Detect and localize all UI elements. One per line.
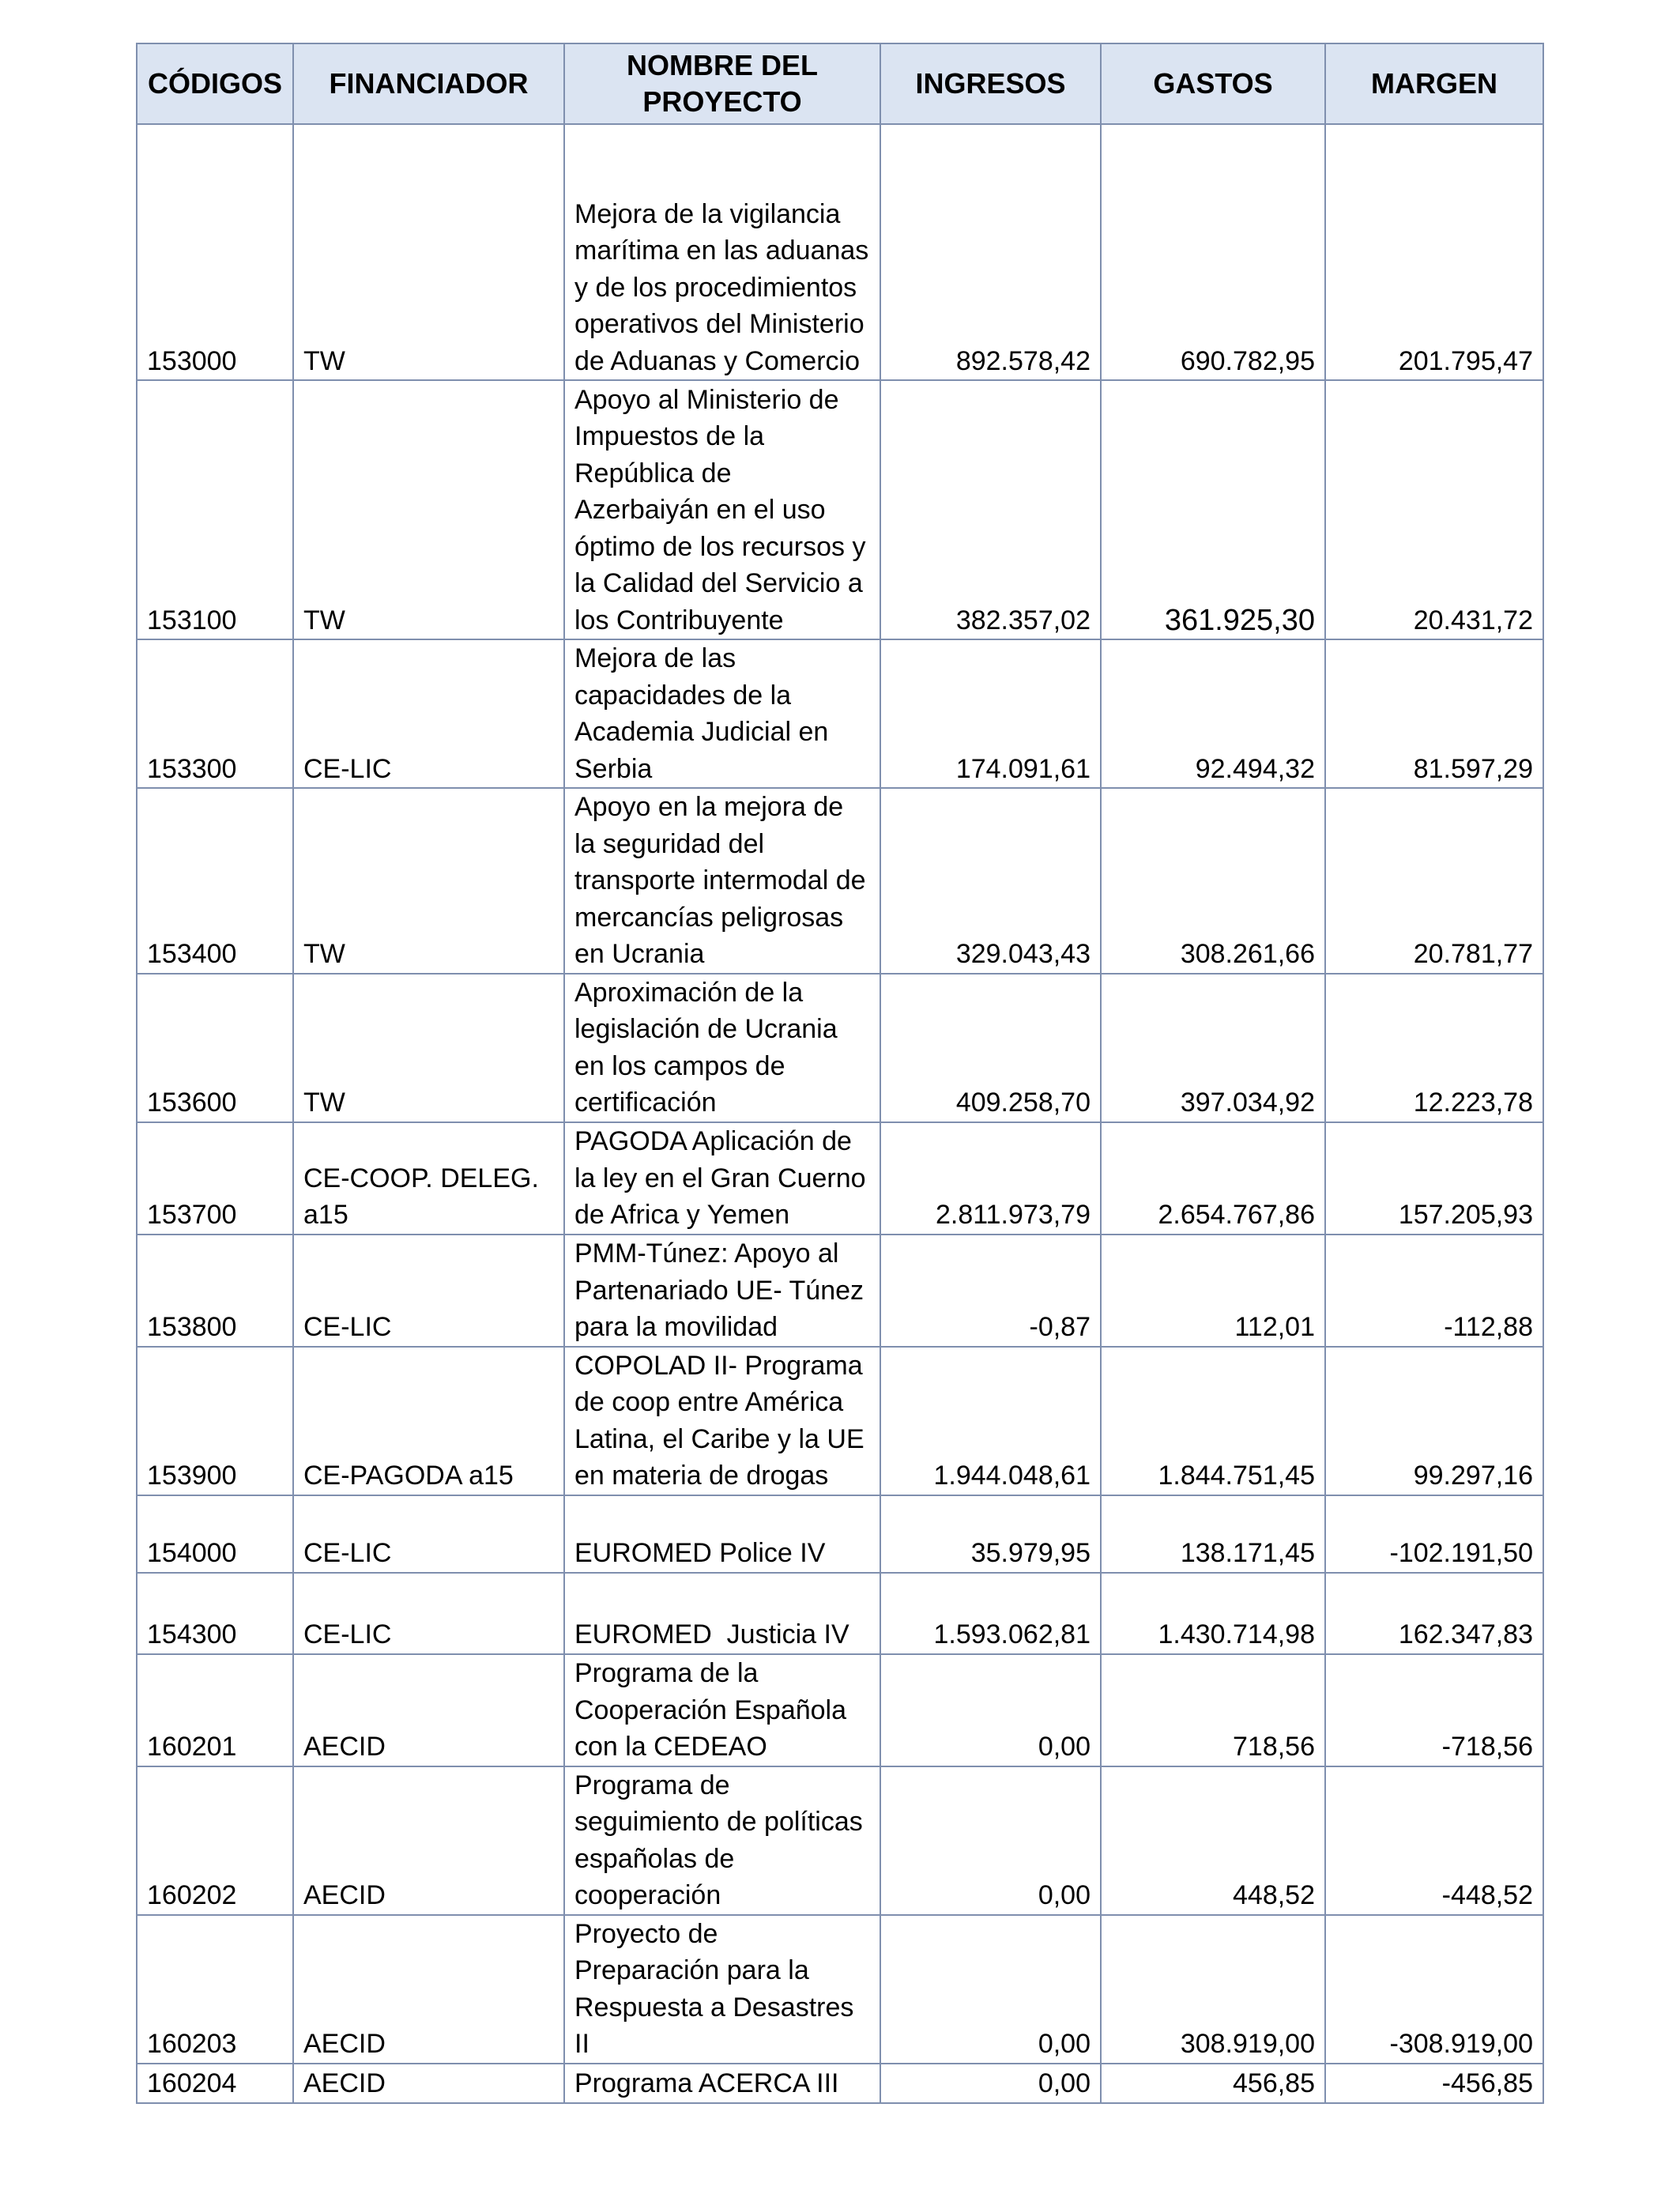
cell-nombre: Apoyo en la mejora de la seguridad del transporte intermodal de mercancías peligrosas en Ucrania	[564, 788, 880, 974]
cell-ingresos: 0,00	[880, 1915, 1101, 2064]
cell-margen: 20.431,72	[1325, 380, 1543, 639]
cell-margen: -456,85	[1325, 2064, 1543, 2103]
cell-ingresos: 382.357,02	[880, 380, 1101, 639]
cell-codigo: 153400	[137, 788, 293, 974]
cell-ingresos: 0,00	[880, 1654, 1101, 1766]
cell-gastos: 456,85	[1101, 2064, 1325, 2103]
cell-financiador: AECID	[293, 1654, 564, 1766]
cell-nombre: COPOLAD II- Programa de coop entre América Latina, el Caribe y la UE en materia de drogas	[564, 1347, 880, 1495]
cell-ingresos: 0,00	[880, 2064, 1101, 2103]
cell-financiador: AECID	[293, 2064, 564, 2103]
cell-financiador: CE-LIC	[293, 1573, 564, 1654]
cell-financiador: CE-LIC	[293, 1235, 564, 1347]
table-row	[137, 1347, 1543, 1495]
cell-gastos: 308.919,00	[1101, 1915, 1325, 2064]
cell-margen: 162.347,83	[1325, 1573, 1543, 1654]
cell-nombre: EUROMED Justicia IV	[564, 1573, 880, 1654]
cell-margen: 12.223,78	[1325, 974, 1543, 1122]
cell-financiador: AECID	[293, 1915, 564, 2064]
cell-ingresos: -0,87	[880, 1235, 1101, 1347]
header-codigos: CÓDIGOS	[137, 43, 293, 124]
cell-codigo: 153900	[137, 1347, 293, 1495]
cell-margen: 157.205,93	[1325, 1122, 1543, 1235]
cell-margen: 81.597,29	[1325, 639, 1543, 788]
table-row	[137, 1573, 1543, 1654]
table-row	[137, 1235, 1543, 1347]
cell-gastos: 92.494,32	[1101, 639, 1325, 788]
cell-codigo: 154000	[137, 1495, 293, 1573]
table-row	[137, 1122, 1543, 1235]
cell-gastos: 397.034,92	[1101, 974, 1325, 1122]
cell-nombre: Programa de seguimiento de políticas españolas de cooperación	[564, 1766, 880, 1915]
cell-financiador: CE-LIC	[293, 1495, 564, 1573]
table-row	[137, 1495, 1543, 1573]
cell-financiador: TW	[293, 124, 564, 380]
cell-financiador: TW	[293, 788, 564, 974]
table-row	[137, 380, 1543, 639]
table-row	[137, 1766, 1543, 1915]
cell-gastos: 448,52	[1101, 1766, 1325, 1915]
cell-ingresos: 892.578,42	[880, 124, 1101, 380]
cell-gastos: 718,56	[1101, 1654, 1325, 1766]
table-row	[137, 974, 1543, 1122]
cell-margen: -448,52	[1325, 1766, 1543, 1915]
cell-ingresos: 1.593.062,81	[880, 1573, 1101, 1654]
cell-margen: -308.919,00	[1325, 1915, 1543, 2064]
table-row	[137, 788, 1543, 974]
cell-ingresos: 2.811.973,79	[880, 1122, 1101, 1235]
cell-margen: 99.297,16	[1325, 1347, 1543, 1495]
table-row	[137, 639, 1543, 788]
cell-codigo: 153600	[137, 974, 293, 1122]
cell-ingresos: 174.091,61	[880, 639, 1101, 788]
cell-codigo: 153300	[137, 639, 293, 788]
cell-gastos: 1.430.714,98	[1101, 1573, 1325, 1654]
table-row	[137, 1915, 1543, 2064]
header-margen: MARGEN	[1325, 43, 1543, 124]
cell-codigo: 153800	[137, 1235, 293, 1347]
cell-financiador: TW	[293, 974, 564, 1122]
header-gastos: GASTOS	[1101, 43, 1325, 124]
cell-nombre: Aproximación de la legislación de Ucrania en los campos de certificación	[564, 974, 880, 1122]
cell-gastos: 690.782,95	[1101, 124, 1325, 380]
header-financiador: FINANCIADOR	[293, 43, 564, 124]
table-row	[137, 1654, 1543, 1766]
cell-gastos: 308.261,66	[1101, 788, 1325, 974]
cell-codigo: 160204	[137, 2064, 293, 2103]
cell-nombre: PMM-Túnez: Apoyo al Partenariado UE- Túnez para la movilidad	[564, 1235, 880, 1347]
cell-gastos: 138.171,45	[1101, 1495, 1325, 1573]
cell-nombre: Proyecto de Preparación para la Respuesta a Desastres II	[564, 1915, 880, 2064]
cell-margen: -102.191,50	[1325, 1495, 1543, 1573]
header-nombre-proyecto: NOMBRE DEL PROYECTO	[564, 43, 880, 124]
cell-codigo: 160202	[137, 1766, 293, 1915]
cell-nombre: Mejora de las capacidades de la Academia Judicial en Serbia	[564, 639, 880, 788]
cell-codigo: 160203	[137, 1915, 293, 2064]
cell-financiador: AECID	[293, 1766, 564, 1915]
cell-codigo: 153700	[137, 1122, 293, 1235]
projects-table	[136, 43, 1544, 2104]
cell-codigo: 154300	[137, 1573, 293, 1654]
cell-nombre: EUROMED Police IV	[564, 1495, 880, 1573]
cell-gastos: 2.654.767,86	[1101, 1122, 1325, 1235]
cell-nombre: Programa ACERCA III	[564, 2064, 880, 2103]
cell-ingresos: 0,00	[880, 1766, 1101, 1915]
cell-gastos: 112,01	[1101, 1235, 1325, 1347]
cell-codigo: 160201	[137, 1654, 293, 1766]
cell-gastos: 1.844.751,45	[1101, 1347, 1325, 1495]
cell-ingresos: 1.944.048,61	[880, 1347, 1101, 1495]
cell-nombre: Apoyo al Ministerio de Impuestos de la República de Azerbaiyán en el uso óptimo de los recursos y la Calidad del Servicio a los Contribuyente	[564, 380, 880, 639]
cell-gastos: 361.925,30	[1101, 380, 1325, 639]
cell-ingresos: 409.258,70	[880, 974, 1101, 1122]
cell-nombre: PAGODA Aplicación de la ley en el Gran Cuerno de Africa y Yemen	[564, 1122, 880, 1235]
cell-margen: 201.795,47	[1325, 124, 1543, 380]
header-ingresos: INGRESOS	[880, 43, 1101, 124]
table-row	[137, 2064, 1543, 2103]
cell-financiador: CE-LIC	[293, 639, 564, 788]
cell-margen: 20.781,77	[1325, 788, 1543, 974]
cell-ingresos: 329.043,43	[880, 788, 1101, 974]
cell-financiador: CE-PAGODA a15	[293, 1347, 564, 1495]
cell-financiador: TW	[293, 380, 564, 639]
cell-financiador: CE-COOP. DELEG. a15	[293, 1122, 564, 1235]
cell-margen: -112,88	[1325, 1235, 1543, 1347]
cell-codigo: 153100	[137, 380, 293, 639]
cell-margen: -718,56	[1325, 1654, 1543, 1766]
table-header-row	[137, 43, 1543, 124]
cell-ingresos: 35.979,95	[880, 1495, 1101, 1573]
cell-codigo: 153000	[137, 124, 293, 380]
cell-nombre: Mejora de la vigilancia marítima en las aduanas y de los procedimientos operativos del Ministerio de Aduanas y Comercio	[564, 124, 880, 380]
table-row	[137, 124, 1543, 380]
cell-nombre: Programa de la Cooperación Española con la CEDEAO	[564, 1654, 880, 1766]
